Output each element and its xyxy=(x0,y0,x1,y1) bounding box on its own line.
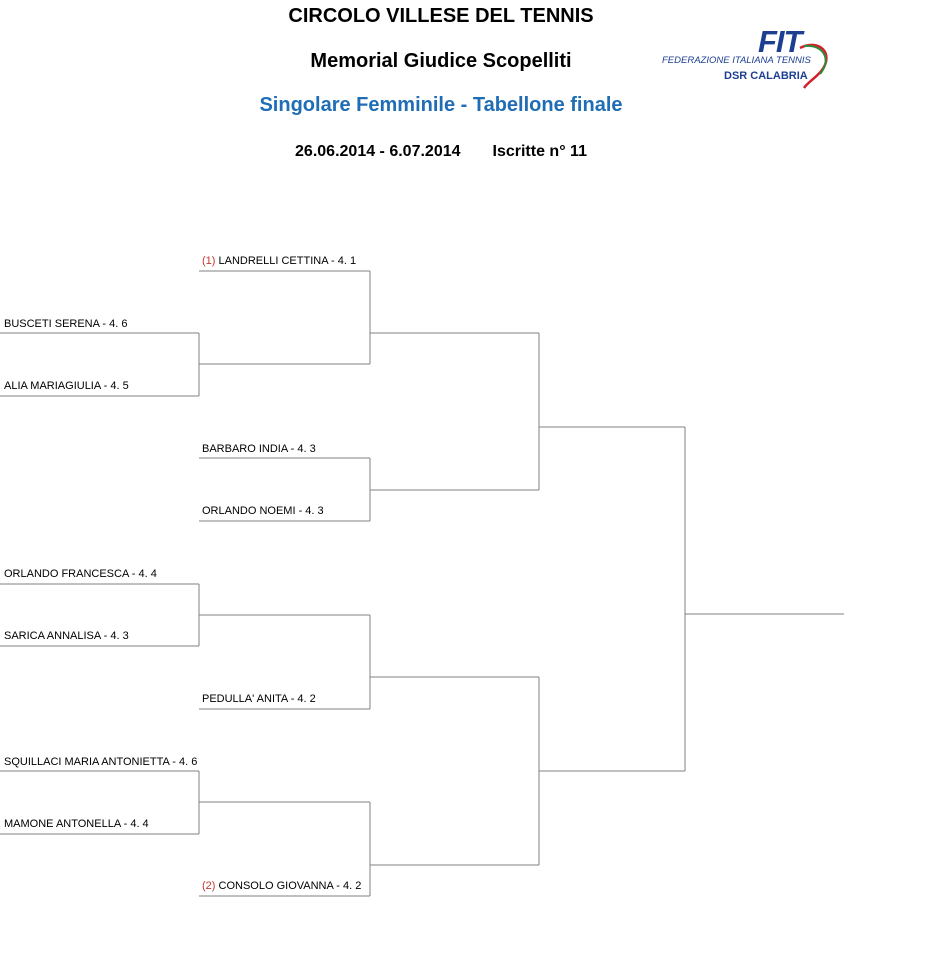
player-name: LANDRELLI CETTINA - 4. 1 xyxy=(218,255,357,267)
seed-label: (1) xyxy=(202,255,216,267)
fit-logo-federation: FEDERAZIONE ITALIANA TENNIS xyxy=(662,55,811,66)
draw-category: Singolare Femminile - Tabellone finale xyxy=(259,94,623,116)
player-entry: BUSCETI SERENA - 4. 6 xyxy=(4,318,128,330)
player-entry: ALIA MARIAGIULIA - 4. 5 xyxy=(4,380,129,392)
fit-logo-mark: FIT xyxy=(758,24,802,59)
player-entry: PEDULLA' ANITA - 4. 2 xyxy=(202,693,316,705)
player-entry: SQUILLACI MARIA ANTONIETTA - 4. 6 xyxy=(4,756,198,768)
player-entry xyxy=(202,255,356,268)
tournament-name: Memorial Giudice Scopelliti xyxy=(310,50,572,72)
player-entry xyxy=(202,880,361,893)
player-entry: ORLANDO NOEMI - 4. 3 xyxy=(202,505,324,517)
tournament-dates: 26.06.2014 - 6.07.2014 xyxy=(295,143,461,160)
player-entry: MAMONE ANTONELLA - 4. 4 xyxy=(4,818,149,830)
fit-logo-region: DSR CALABRIA xyxy=(724,70,808,82)
player-entry: BARBARO INDIA - 4. 3 xyxy=(202,443,316,455)
entries-count: Iscritte n° 11 xyxy=(492,143,587,160)
tournament-club-title: CIRCOLO VILLESE DEL TENNIS xyxy=(288,5,594,27)
seed-label: (2) xyxy=(202,880,216,892)
player-name: CONSOLO GIOVANNA - 4. 2 xyxy=(218,880,362,892)
player-entry: ORLANDO FRANCESCA - 4. 4 xyxy=(4,568,157,580)
player-entry: SARICA ANNALISA - 4. 3 xyxy=(4,630,129,642)
